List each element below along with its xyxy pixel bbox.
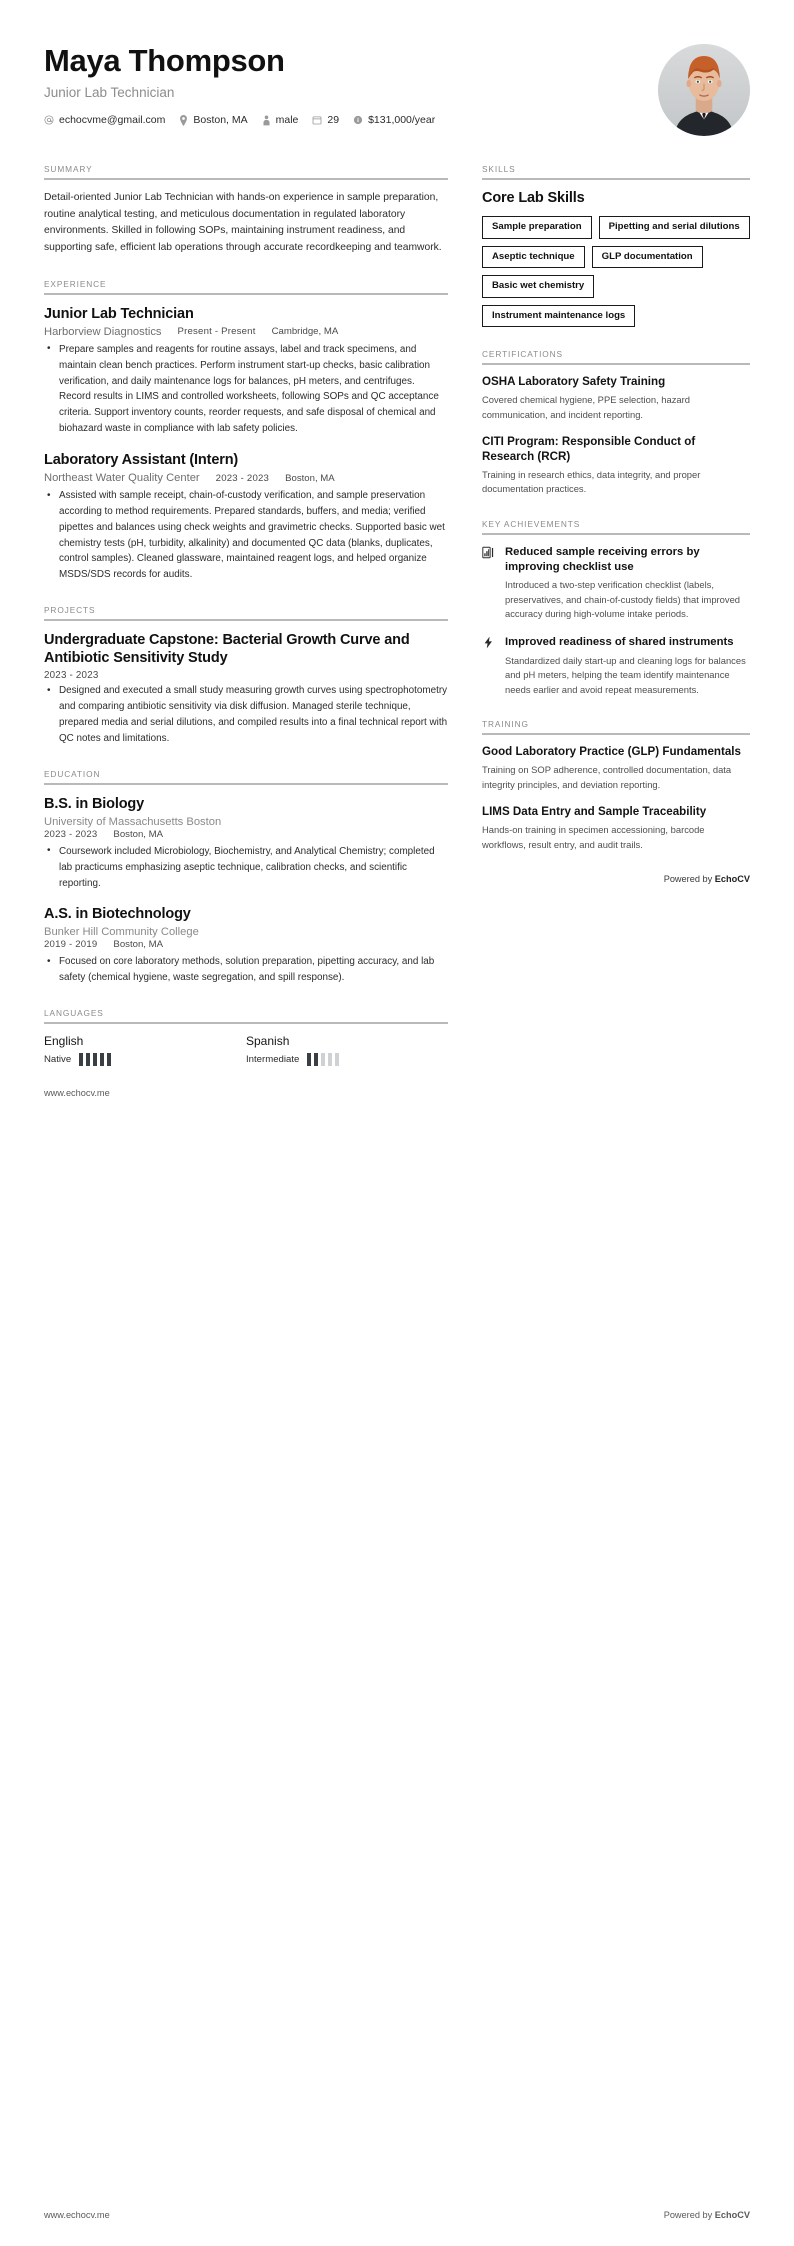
language-level: Native (44, 1054, 72, 1066)
achievement-title: Reduced sample receiving errors by improving checklist use (505, 545, 700, 573)
left-column (44, 164, 448, 1098)
experience-location: Cambridge, MA (271, 326, 339, 338)
experience-org: Northeast Water Quality Center (44, 472, 200, 484)
section-label-training: TRAINING (482, 719, 529, 730)
header-left (44, 42, 658, 126)
experience-entry (44, 305, 448, 437)
list-item: • Focused on core laboratory methods, solution preparation, pipetting accuracy, and lab safety (chemical hygiene, waste segregation, and spill response). (57, 954, 448, 986)
training-description: Hands-on training in specimen accessioning, barcode workflows, result entry, and audit trails. (482, 824, 705, 850)
training-title: Good Laboratory Practice (GLP) Fundamentals (482, 745, 741, 759)
bar-filled (314, 1053, 318, 1066)
section-label-skills: SKILLS (482, 164, 516, 174)
bar-filled (307, 1053, 311, 1066)
list-item: • Designed and executed a small study measuring growth curves using spectrophotometry and comparing antibiotic sensitivity via disk diffusion. Managed sterile technique, prepared media and serial dilutions, and compiled results into a final technical report with QC notes and limitations. (57, 683, 448, 746)
section-experience (44, 279, 448, 583)
education-school: University of Massachusetts Boston (44, 815, 222, 828)
chart-bars-icon (482, 545, 496, 622)
education-dates: 2023 - 2023 (44, 828, 98, 840)
bar-filled (86, 1053, 90, 1066)
experience-meta (44, 472, 448, 484)
language-name: English (44, 1034, 84, 1049)
languages-grid (44, 1034, 448, 1066)
section-summary (44, 164, 448, 257)
project-bullets (44, 683, 448, 746)
list-item: • Coursework included Microbiology, Biochemistry, and Analytical Chemistry; completed lab practicums emphasizing aseptic technique, calibration checks, and scientific reporting. (57, 844, 448, 892)
skill-chip: Aseptic technique (482, 246, 585, 269)
certification-item (482, 375, 750, 422)
education-location: Boston, MA (113, 828, 164, 840)
contact-gender-text: male (275, 114, 299, 127)
page-title: Maya Thompson (44, 43, 285, 78)
contact-age-text: 29 (327, 114, 340, 127)
section-divider (482, 178, 750, 180)
project-title: Undergraduate Capstone: Bacterial Growth Curve and Antibiotic Sensitivity Study (44, 632, 410, 667)
location-pin-icon (179, 115, 188, 126)
section-divider (482, 733, 750, 735)
training-item (482, 805, 750, 852)
skill-chip: Sample preparation (482, 216, 592, 239)
summary-text: Detail-oriented Junior Lab Technician with hands-on experience in sample preparation, routine analytical testing, and meticulous documentation in regulated laboratory environments. Skilled in following SOPs, maintaining instrument readiness, and supporting safe, efficient lab operations through accurate recordkeeping and teamwork. (44, 192, 442, 254)
section-divider (482, 533, 750, 535)
section-label-certifications: CERTIFICATIONS (482, 349, 563, 360)
resume-columns (44, 164, 750, 1098)
certification-description: Training in research ethics, data integrity, and proper documentation practices. (482, 468, 701, 495)
bar-filled (93, 1053, 97, 1066)
section-languages (44, 1008, 448, 1066)
resume-header (44, 42, 750, 136)
powered-by-label-bottom (664, 2210, 750, 2220)
section-label-education: EDUCATION (44, 768, 101, 779)
experience-dates: Present - Present (177, 326, 256, 338)
skill-chip: GLP documentation (592, 246, 703, 269)
education-bullets (44, 954, 448, 986)
calendar-icon (312, 115, 322, 125)
section-label-key-achievements: KEY ACHIEVEMENTS (482, 518, 581, 529)
contact-gender (262, 114, 299, 126)
experience-title: Laboratory Assistant (Intern) (44, 451, 239, 468)
section-skills (482, 164, 750, 327)
brand-name-bottom: EchoCV (714, 2210, 750, 2220)
right-column (482, 164, 750, 884)
education-degree: B.S. in Biology (44, 795, 145, 812)
experience-bullets (44, 342, 448, 437)
language-level: Intermediate (246, 1054, 300, 1066)
section-education (44, 769, 448, 986)
education-location: Boston, MA (113, 939, 164, 951)
skill-chip: Basic wet chemistry (482, 275, 594, 298)
powered-by-label (664, 874, 750, 884)
inline-footer-right (482, 874, 750, 884)
training-title: LIMS Data Entry and Sample Traceability (482, 805, 707, 819)
achievement-body (505, 545, 750, 622)
contact-location-text: Boston, MA (193, 114, 248, 127)
education-degree: A.S. in Biotechnology (44, 906, 191, 923)
skill-chip: Pipetting and serial dilutions (599, 216, 750, 239)
person-icon (262, 115, 271, 126)
language-name: Spanish (246, 1034, 290, 1049)
project-entry (44, 631, 448, 747)
section-divider (482, 363, 750, 365)
contact-email-text: echocvme@gmail.com (59, 114, 166, 127)
experience-dates: 2023 - 2023 (215, 472, 270, 484)
experience-meta (44, 326, 448, 338)
language-level-row (246, 1053, 448, 1066)
contact-salary-text: $131,000/year (368, 114, 436, 127)
bar-empty (321, 1053, 325, 1066)
experience-org: Harborview Diagnostics (44, 325, 162, 338)
language-proficiency-bars (79, 1053, 111, 1066)
achievement-body (505, 635, 750, 697)
education-school: Bunker Hill Community College (44, 926, 199, 939)
education-meta (44, 829, 448, 840)
section-label-summary: SUMMARY (44, 164, 93, 174)
bar-empty (328, 1053, 332, 1066)
section-divider (44, 783, 448, 785)
section-training (482, 719, 750, 852)
achievement-description: Introduced a two-step verification checklist (labels, preservatives, and chain-of-custody fields) that improved accuracy during high-volume intake periods. (505, 579, 741, 620)
email-icon (44, 115, 54, 125)
achievement-description: Standardized daily start-up and cleaning logs for balances and pH meters, helping the team identify maintenance needs earlier and avoid repeat measurements. (505, 654, 746, 695)
language-proficiency-bars (307, 1053, 339, 1066)
language-item (246, 1034, 448, 1066)
list-item: • Assisted with sample receipt, chain-of-custody verification, and sample preservation according to method requirements. Prepared standards, buffers, and media; verified pipettes and balances using check weights and gravimetric checks. Supported basic wet chemistry tests (pH, turbidity, alkalinity) and documented QC data (blanks, duplicates, control samples). Cleaned glassware, maintained reagent logs, and helped organize MSDS/SDS records for audits. (57, 488, 448, 583)
experience-title: Junior Lab Technician (44, 305, 194, 322)
section-key-achievements (482, 519, 750, 697)
avatar (658, 44, 750, 136)
certification-description: Covered chemical hygiene, PPE selection, hazard communication, and incident reporting. (482, 394, 690, 420)
section-label-languages: LANGUAGES (44, 1008, 104, 1019)
avatar-portrait-image (658, 44, 750, 136)
education-entry (44, 795, 448, 892)
education-dates: 2019 - 2019 (44, 939, 98, 951)
footer-site-url[interactable]: www.echocv.me (44, 1088, 110, 1099)
certification-item (482, 435, 750, 497)
education-meta (44, 939, 448, 950)
bar-filled (79, 1053, 83, 1066)
language-item (44, 1034, 246, 1066)
training-description: Training on SOP adherence, controlled documentation, data integrity principles, and deviation reporting. (482, 764, 732, 790)
bar-empty (335, 1053, 339, 1066)
contact-location (179, 114, 247, 126)
section-divider (44, 1022, 448, 1024)
section-projects (44, 605, 448, 747)
section-certifications (482, 349, 750, 497)
powered-by-prefix: Powered by (663, 874, 715, 885)
lightning-bolt-icon (482, 635, 496, 697)
powered-by-prefix-bottom: Powered by (663, 2210, 715, 2220)
experience-entry (44, 451, 448, 583)
page-footer (44, 2210, 750, 2220)
experience-bullets (44, 488, 448, 583)
job-role-subtitle: Junior Lab Technician (44, 85, 175, 101)
education-entry (44, 905, 448, 986)
contact-salary (353, 114, 435, 126)
section-label-projects: PROJECTS (44, 605, 96, 616)
section-divider (44, 178, 448, 180)
achievement-title: Improved readiness of shared instruments (505, 636, 734, 649)
certification-title: CITI Program: Responsible Conduct of Research (RCR) (482, 435, 696, 463)
list-item: • Prepare samples and reagents for routine assays, label and track specimens, and maintain clean bench practices. Perform instrument start-up checks, basic calibration verification, and daily maintenance logs for balances, pH meters, and centrifuges. Record results in LIMS and controlled worksheets, following SOPs and QC acceptance criteria. Support inventory counts, reorder requests, and safe disposal of chemical and biohazard waste in compliance with lab safety policies. (57, 342, 448, 437)
contact-age (312, 114, 339, 126)
education-bullets (44, 844, 448, 892)
skills-group-title: Core Lab Skills (482, 190, 585, 206)
section-divider (44, 293, 448, 295)
skill-chip: Instrument maintenance logs (482, 305, 635, 328)
bar-filled (100, 1053, 104, 1066)
language-level-row (44, 1053, 246, 1066)
footer-site-url-bottom[interactable]: www.echocv.me (44, 2210, 110, 2220)
bar-filled (107, 1053, 111, 1066)
section-label-experience: EXPERIENCE (44, 278, 107, 289)
training-item (482, 745, 750, 792)
info-circle-icon (353, 115, 363, 125)
achievement-item (482, 635, 750, 697)
achievement-item (482, 545, 750, 622)
project-dates: 2023 - 2023 (44, 670, 99, 682)
contact-row (44, 114, 658, 126)
skills-chip-list (482, 216, 750, 327)
brand-name: EchoCV (714, 874, 750, 885)
contact-email (44, 114, 165, 126)
inline-footer (44, 1088, 448, 1098)
section-divider (44, 619, 448, 621)
experience-location: Boston, MA (285, 472, 335, 484)
certification-title: OSHA Laboratory Safety Training (482, 375, 666, 389)
